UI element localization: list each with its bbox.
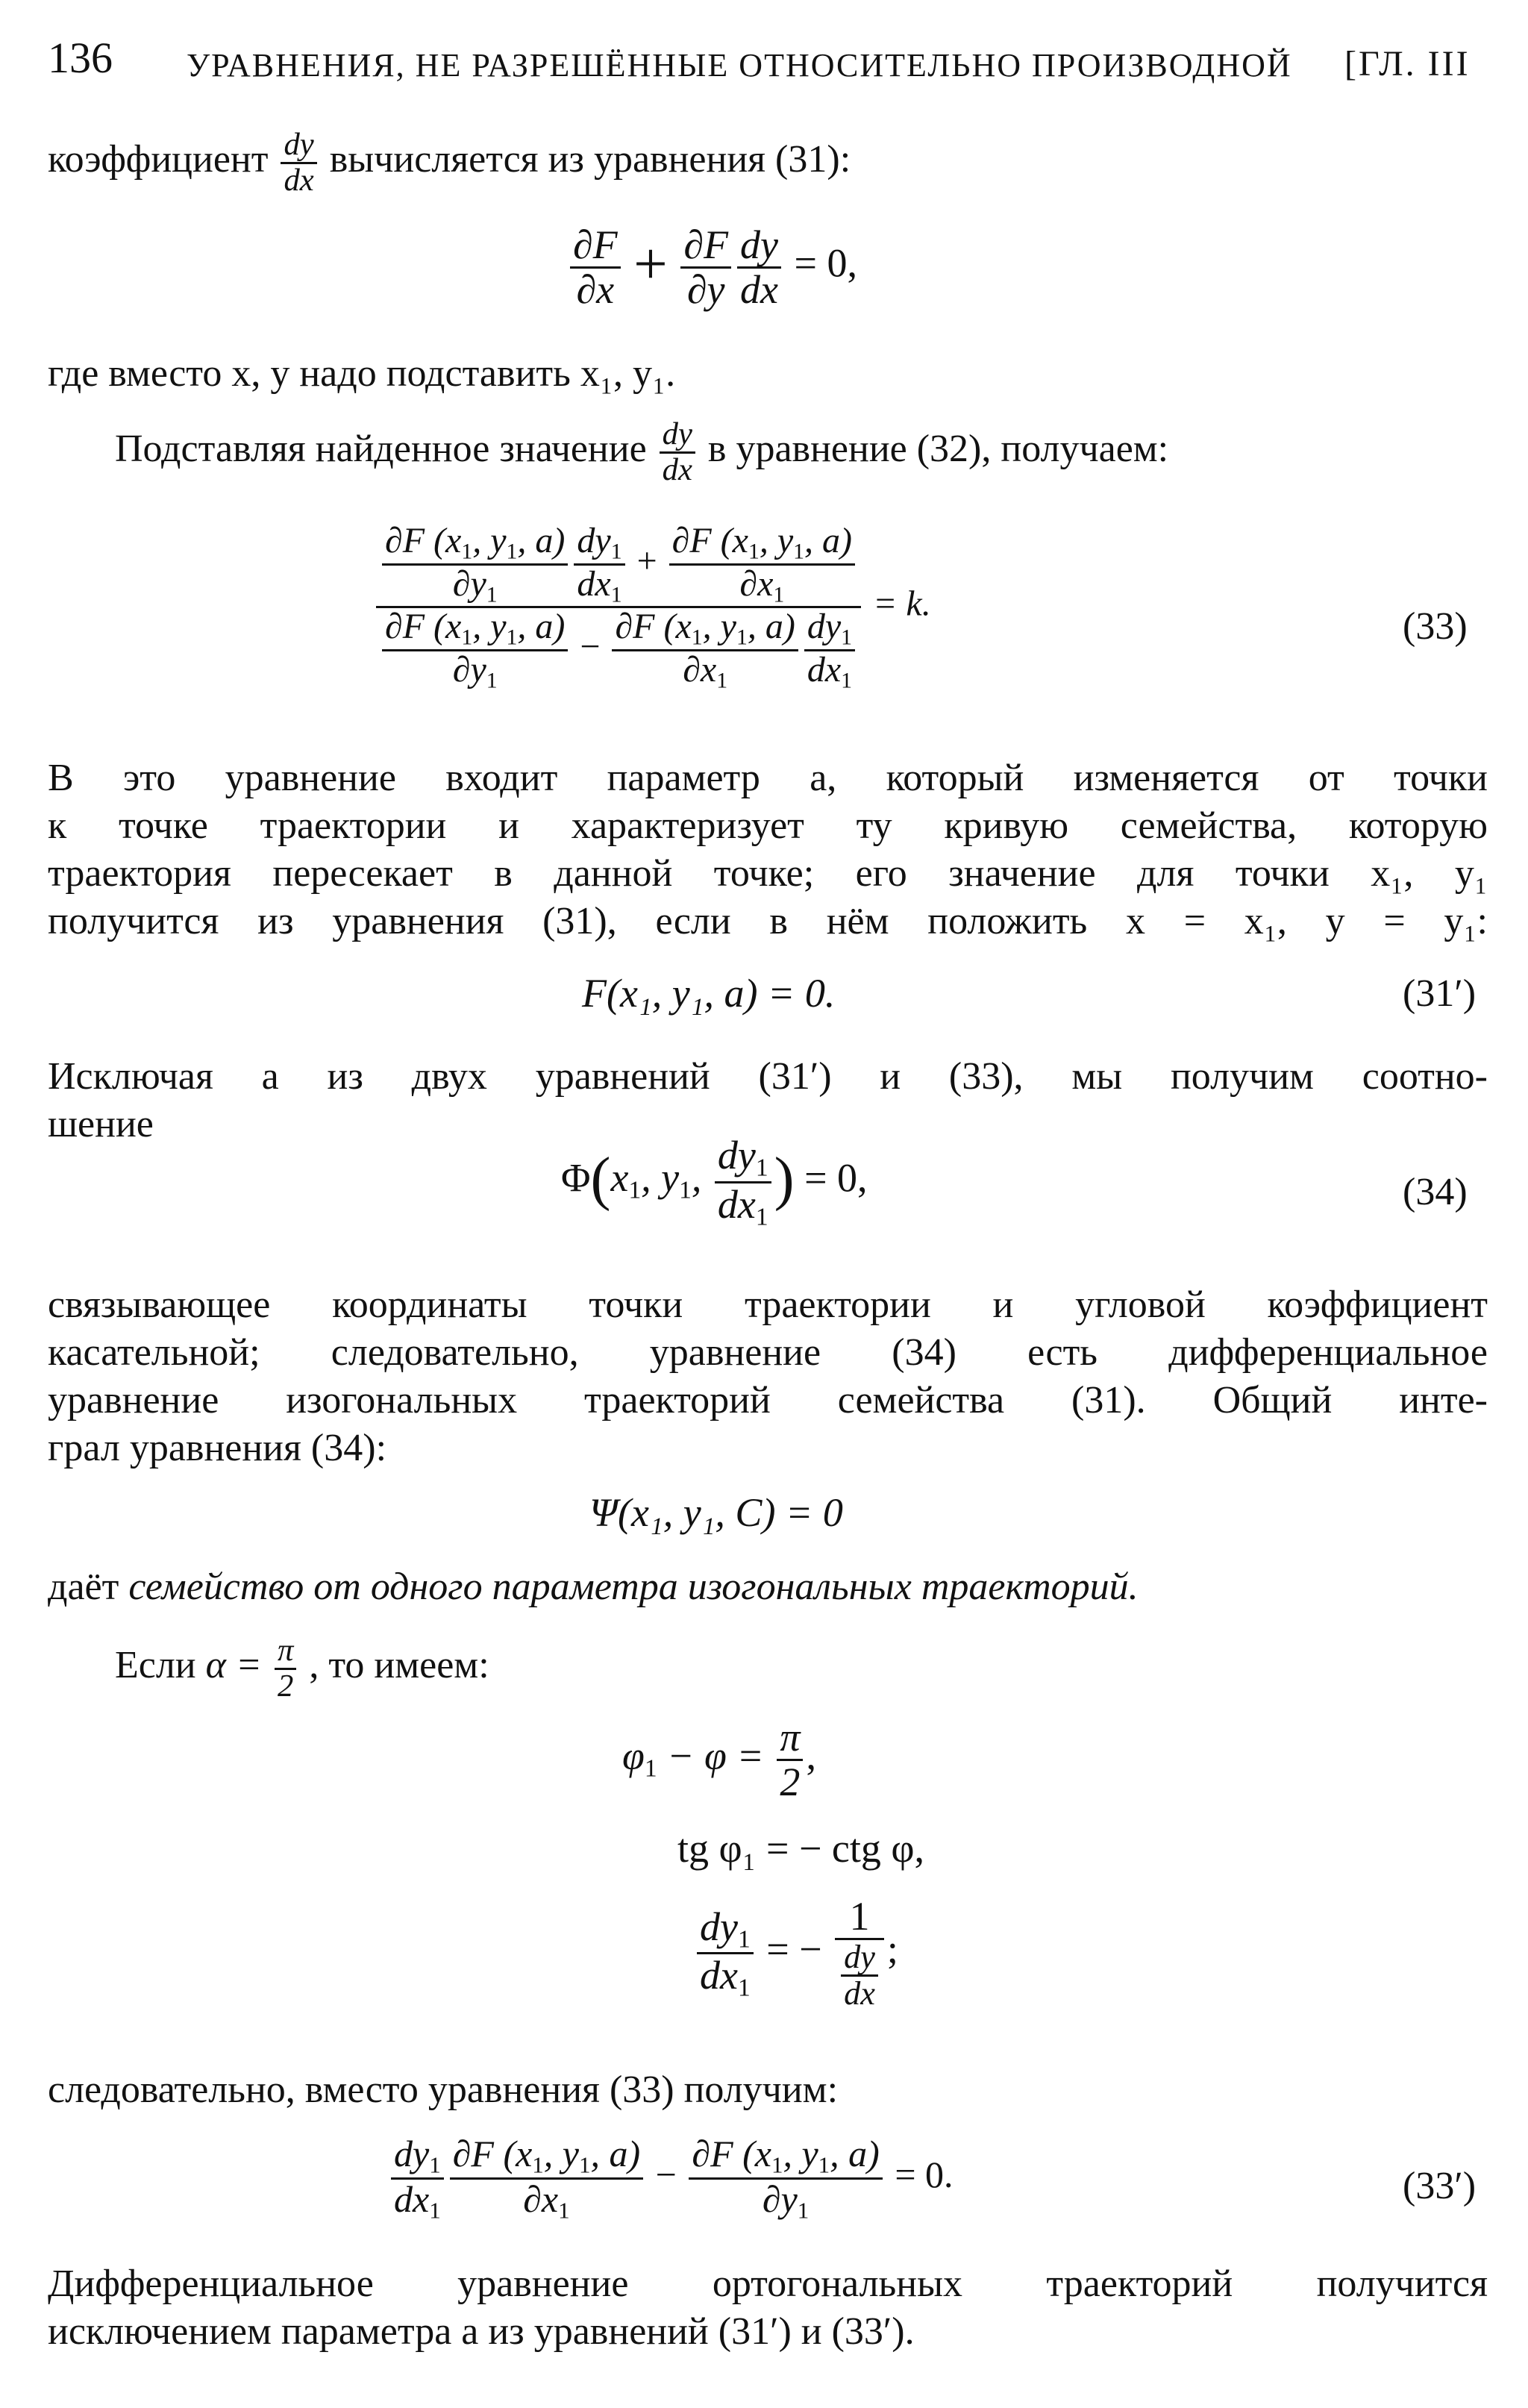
paragraph-line: следовательно, вместо уравнения (33) получим: [48, 2068, 839, 2111]
paragraph-line: уравнение изогональных траекторий семейства (31). Общий инте- [48, 1379, 1488, 1422]
paragraph-line: Если α = $\frac{\pi}{2}$ , то имеем: [115, 1633, 489, 1704]
equation-label: (34) [1403, 1171, 1468, 1213]
paragraph-line: Исключая a из двух уравнений (31′) и (33), мы получим соотно- [48, 1055, 1488, 1098]
equation-tg: tg φ₁ = − ctg φ, [677, 1826, 925, 1871]
paragraph-line: В это уравнение входит параметр a, который изменяется от точки [48, 757, 1488, 799]
paragraph-line: Дифференциальное уравнение ортогональных траекторий получится [48, 2262, 1488, 2305]
running-header [48, 33, 1495, 93]
general-integral: Ψ(x₁, y₁, C) = 0 [589, 1490, 843, 1535]
italic-phrase: семейство от одного параметра изогональных траекторий. [128, 1566, 1139, 1608]
inline-fraction: $\frac{dy}{dx}$ [281, 128, 316, 198]
paragraph-line [115, 418, 1528, 487]
text-fragment: Подставляя найденное значение [115, 428, 647, 471]
paragraph-line: исключением параметра a из уравнений (31′) и (33′). [48, 2310, 915, 2353]
equation-31-derivative: $\frac{\partial F}{\partial x}$ + $\frac{\partial F}{\partial y}$ $\frac{dy}{dx}$ = 0, [567, 224, 857, 310]
text-fragment: Если [115, 1644, 196, 1687]
paragraph-line: где вместо x, y надо подставить x₁, y₁. [48, 352, 676, 395]
running-title: УРАВНЕНИЯ, НЕ РАЗРЕШЁННЫЕ ОТНОСИТЕЛЬНО ПРОИЗВОДНОЙ [187, 47, 1292, 84]
equation-phi: $\varphi_1 - \varphi$ = $\frac{\pi}{2}$ , [622, 1715, 816, 1804]
chapter-marker: [ГЛ. III [1344, 44, 1471, 84]
equation-33-prime: $\frac{dy_1}{dx_1}$ $\frac{\partial F (x_1, y_1, a)}{\partial x_1}$ − $\frac{\partial F (x_1, y_1, a)}{\partial y_1}$ = 0. [388, 2134, 954, 2223]
equation-33: $\frac{\partial F (x_1, y_1, a)}{\partial y_1}$ $\frac{dy_1}{dx_1}$ + $\frac{\partial F (x_1, y_1, a)}{\partial x_1}$ $\frac{\partial F (x_1, y_1, a)}{\partial y_1}$ − $\frac{\partial F (x_1, y_1, a)}{\partial x_1}$ $\frac{dy_1}{dx_1}$ = k. [373, 522, 931, 692]
text-fragment: коэффициент [48, 138, 269, 181]
equation-label: (33) [1403, 605, 1468, 648]
page-number: 136 [48, 34, 113, 82]
paragraph-line: траектория пересекает в данной точке; его значение для точки x₁, y₁ [48, 852, 1488, 895]
inline-fraction: $\frac{\pi}{2}$ [275, 1634, 296, 1704]
paragraph-line: к точке траектории и характеризует ту кривую семейства, которую [48, 804, 1488, 847]
paragraph-line: шение [48, 1103, 154, 1145]
equation-34: $\Phi(x_1$, $y_1$, $\frac{dy_1}{dx_1}$ ) = 0, [561, 1133, 868, 1230]
equation-label: (33′) [1403, 2165, 1477, 2207]
paragraph-line [48, 128, 1488, 198]
paragraph-line: грал уравнения (34): [48, 1427, 387, 1469]
text-fragment: в уравнение (32), получаем: [707, 428, 1169, 471]
paragraph-line: связывающее координаты точки траектории и угловой коэффициент [48, 1283, 1488, 1326]
paragraph-line: получится из уравнения (31), если в нём положить x = x₁, y = y₁: [48, 900, 1488, 942]
equation-dy1dx1: $\frac{dy_1}{dx_1}$ = − $\frac{1}{\frac{dy}{dx}}$ ; [694, 1895, 898, 2012]
text-fragment: даёт [48, 1566, 119, 1608]
equation-label: (31′) [1403, 972, 1477, 1015]
text-fragment: , то имеем: [309, 1644, 489, 1687]
equation-31-prime: F(x₁, y₁, a) = 0. [582, 971, 836, 1016]
paragraph-line [48, 1564, 1488, 1610]
text-fragment: вычисляется из уравнения (31): [329, 138, 851, 181]
paragraph-line: касательной; следовательно, уравнение (34) есть дифференциальное [48, 1331, 1488, 1374]
inline-fraction: $\frac{dy}{dx}$ [660, 418, 695, 487]
